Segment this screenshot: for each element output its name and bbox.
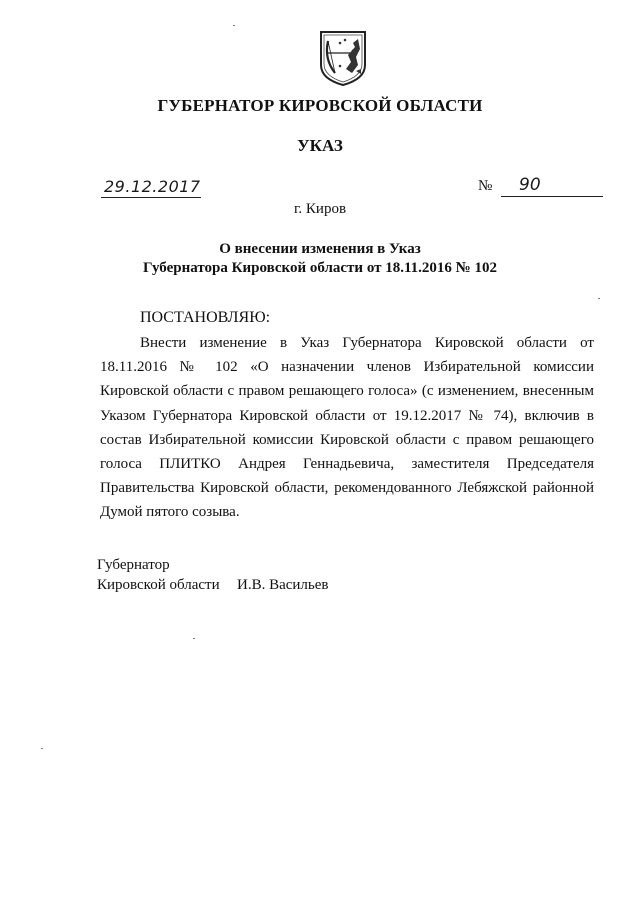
subject-line-1: О внесении изменения в Указ — [219, 241, 421, 257]
signatory-title-line-1: Губернатор — [97, 557, 170, 573]
scan-speck — [598, 298, 600, 299]
signatory-title-line-2: Кировской области — [97, 577, 220, 593]
scan-speck — [193, 638, 195, 639]
body-paragraph: Внести изменение в Указ Губернатора Кировской области от 18.11.2016 № 102 «О назначении членов Избирательной комиссии Кировской области с правом решающего голоса» (с изменением, внесенным Указом Губернатора Кировской области от 19.12.2017 № 74), включив в состав Избирательной комиссии Кировской области с правом решающего голоса ПЛИТКО Андрея Геннадьевича, заместителя Председателя Правительства Кировской области, рекомендованного Лебяжской районной Думой пятого созыва. — [100, 335, 594, 521]
handwritten-number: 90 — [519, 175, 541, 195]
number-field — [478, 175, 603, 197]
document-type-heading: УКАЗ — [297, 136, 343, 155]
scan-speck — [233, 25, 235, 26]
signatory-name: И.В. Васильев — [237, 577, 329, 593]
city-line: г. Киров — [293, 201, 347, 217]
date-field — [101, 175, 201, 198]
handwritten-date: 29.12.2017 — [104, 177, 201, 196]
subject-title — [0, 240, 640, 278]
scan-speck — [41, 748, 43, 749]
signatory-title — [97, 555, 220, 595]
number-label: № — [478, 178, 493, 194]
subject-line-2: Губернатора Кировской области от 18.11.2016 № 102 — [143, 260, 497, 276]
number-underline — [501, 174, 603, 197]
issuer-heading: ГУБЕРНАТОР КИРОВСКОЙ ОБЛАСТИ — [157, 96, 483, 115]
coat-of-arms-icon — [318, 29, 368, 87]
decree-word: ПОСТАНОВЛЯЮ: — [140, 309, 271, 326]
